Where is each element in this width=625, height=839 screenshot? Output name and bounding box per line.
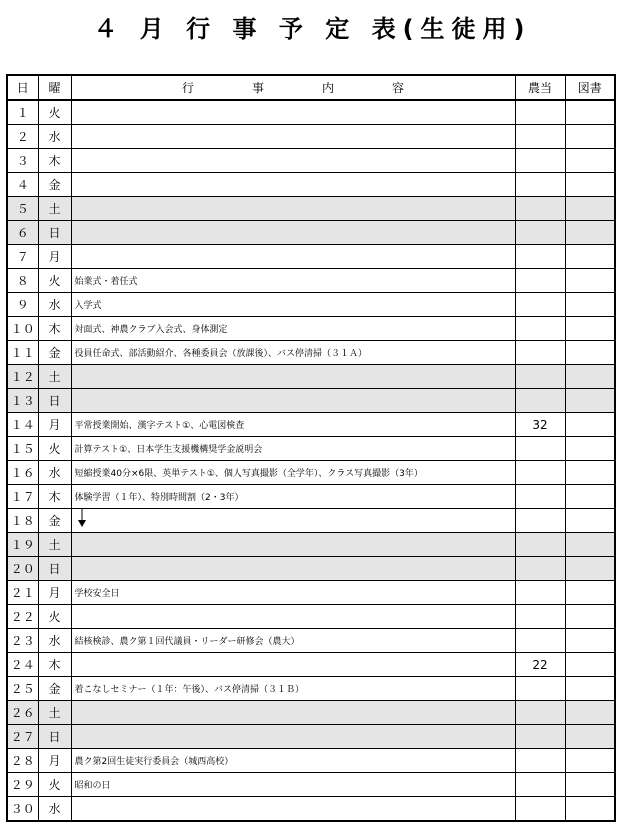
tosho-cell — [565, 533, 615, 557]
tosho-cell — [565, 509, 615, 533]
tosho-cell — [565, 173, 615, 197]
nou-cell — [515, 581, 565, 605]
day-cell: １０ — [7, 317, 38, 341]
table-row — [7, 365, 615, 389]
event-cell: 農ク第2回生徒実行委員会（城西高校） — [71, 749, 515, 773]
event-cell: 対面式、神農クラブ入会式、身体測定 — [71, 317, 515, 341]
tosho-cell — [565, 100, 615, 125]
nou-cell — [515, 197, 565, 221]
day-cell: ７ — [7, 245, 38, 269]
day-cell: ２２ — [7, 605, 38, 629]
tosho-cell — [565, 413, 615, 437]
event-cell — [71, 701, 515, 725]
table-row — [7, 173, 615, 197]
dow-cell: 火 — [38, 269, 71, 293]
nou-cell — [515, 485, 565, 509]
event-cell — [71, 533, 515, 557]
nou-cell — [515, 797, 565, 822]
continuation-arrow-icon — [78, 509, 86, 527]
nou-cell — [515, 125, 565, 149]
event-cell: 平常授業開始、漢字テスト①、心電図検査 — [71, 413, 515, 437]
tosho-cell — [565, 629, 615, 653]
table-row — [7, 581, 615, 605]
dow-cell: 月 — [38, 749, 71, 773]
dow-cell: 土 — [38, 533, 71, 557]
day-cell: １ — [7, 100, 38, 125]
page-title: ４ 月 行 事 予 定 表(生徒用) — [93, 15, 532, 43]
nou-cell — [515, 557, 565, 581]
day-cell: １１ — [7, 341, 38, 365]
tosho-cell — [565, 125, 615, 149]
dow-cell: 月 — [38, 413, 71, 437]
nou-cell — [515, 701, 565, 725]
day-cell: ２０ — [7, 557, 38, 581]
day-cell: ２３ — [7, 629, 38, 653]
schedule-body — [7, 100, 615, 821]
table-row — [7, 197, 615, 221]
day-cell: ９ — [7, 293, 38, 317]
dow-cell: 火 — [38, 437, 71, 461]
dow-cell: 火 — [38, 100, 71, 125]
dow-cell: 金 — [38, 677, 71, 701]
tosho-cell — [565, 437, 615, 461]
tosho-cell — [565, 221, 615, 245]
table-row — [7, 533, 615, 557]
table-row — [7, 245, 615, 269]
nou-cell — [515, 725, 565, 749]
tosho-cell — [565, 485, 615, 509]
table-row — [7, 269, 615, 293]
dow-cell: 水 — [38, 125, 71, 149]
table-row — [7, 413, 615, 437]
table-row — [7, 677, 615, 701]
event-cell: 短縮授業40分×6限、英単テスト①、個人写真撮影（全学年）、クラス写真撮影（3年） — [71, 461, 515, 485]
nou-cell — [515, 269, 565, 293]
tosho-cell — [565, 581, 615, 605]
tosho-cell — [565, 389, 615, 413]
event-cell — [71, 100, 515, 125]
table-row — [7, 437, 615, 461]
event-cell: 着こなしセミナー（１年：午後）、バス停清掃（３１Ｂ） — [71, 677, 515, 701]
event-cell: 学校安全日 — [71, 581, 515, 605]
tosho-cell — [565, 701, 615, 725]
day-cell: ２７ — [7, 725, 38, 749]
event-cell — [71, 797, 515, 822]
event-cell — [71, 173, 515, 197]
dow-cell: 金 — [38, 509, 71, 533]
nou-cell — [515, 629, 565, 653]
day-cell: ２９ — [7, 773, 38, 797]
table-row — [7, 557, 615, 581]
tosho-cell — [565, 149, 615, 173]
table-row — [7, 653, 615, 677]
tosho-cell — [565, 749, 615, 773]
day-cell: １３ — [7, 389, 38, 413]
event-cell — [71, 557, 515, 581]
event-cell — [71, 197, 515, 221]
tosho-cell — [565, 677, 615, 701]
day-cell: ８ — [7, 269, 38, 293]
dow-cell: 木 — [38, 485, 71, 509]
event-cell: 昭和の日 — [71, 773, 515, 797]
dow-cell: 金 — [38, 173, 71, 197]
tosho-cell — [565, 557, 615, 581]
tosho-cell — [565, 269, 615, 293]
header-tosho: 図書 — [565, 75, 615, 100]
nou-cell — [515, 605, 565, 629]
table-row — [7, 509, 615, 533]
nou-cell — [515, 509, 565, 533]
table-row — [7, 725, 615, 749]
nou-cell — [515, 365, 565, 389]
table-row — [7, 485, 615, 509]
dow-cell: 土 — [38, 197, 71, 221]
dow-cell: 水 — [38, 797, 71, 822]
table-row — [7, 797, 615, 822]
dow-cell: 土 — [38, 365, 71, 389]
nou-cell: 32 — [515, 413, 565, 437]
tosho-cell — [565, 293, 615, 317]
day-cell: ４ — [7, 173, 38, 197]
dow-cell: 日 — [38, 221, 71, 245]
event-cell: 体験学習（１年）、特別時間割（2・3年） — [71, 485, 515, 509]
event-cell — [71, 149, 515, 173]
nou-cell — [515, 221, 565, 245]
event-cell — [71, 221, 515, 245]
day-cell: ６ — [7, 221, 38, 245]
day-cell: ２６ — [7, 701, 38, 725]
nou-cell — [515, 245, 565, 269]
table-row — [7, 773, 615, 797]
dow-cell: 水 — [38, 293, 71, 317]
nou-cell — [515, 293, 565, 317]
dow-cell: 日 — [38, 725, 71, 749]
table-row — [7, 341, 615, 365]
table-row — [7, 389, 615, 413]
nou-cell — [515, 437, 565, 461]
event-cell — [71, 653, 515, 677]
tosho-cell — [565, 245, 615, 269]
dow-cell: 木 — [38, 317, 71, 341]
nou-cell — [515, 389, 565, 413]
dow-cell: 水 — [38, 629, 71, 653]
event-cell: 入学式 — [71, 293, 515, 317]
day-cell: １８ — [7, 509, 38, 533]
tosho-cell — [565, 725, 615, 749]
table-row — [7, 100, 615, 125]
header-nou: 農当 — [515, 75, 565, 100]
tosho-cell — [565, 461, 615, 485]
day-cell: １４ — [7, 413, 38, 437]
day-cell: ３ — [7, 149, 38, 173]
header-row — [7, 75, 615, 100]
dow-cell: 土 — [38, 701, 71, 725]
nou-cell — [515, 533, 565, 557]
day-cell: １５ — [7, 437, 38, 461]
table-row — [7, 125, 615, 149]
tosho-cell — [565, 605, 615, 629]
dow-cell: 木 — [38, 149, 71, 173]
header-event: 行事内容 — [71, 75, 515, 100]
event-cell — [71, 605, 515, 629]
event-cell: 始業式・着任式 — [71, 269, 515, 293]
tosho-cell — [565, 653, 615, 677]
table-row — [7, 461, 615, 485]
dow-cell: 日 — [38, 389, 71, 413]
day-cell: ３０ — [7, 797, 38, 822]
table-row — [7, 221, 615, 245]
day-cell: ２８ — [7, 749, 38, 773]
event-cell — [71, 509, 515, 533]
event-cell: 役員任命式、部活動紹介、各種委員会（放課後）、バス停清掃（３１Ａ） — [71, 341, 515, 365]
day-cell: １６ — [7, 461, 38, 485]
event-cell: 計算テスト①、日本学生支援機構奨学金説明会 — [71, 437, 515, 461]
dow-cell: 水 — [38, 461, 71, 485]
nou-cell — [515, 173, 565, 197]
event-cell — [71, 725, 515, 749]
tosho-cell — [565, 197, 615, 221]
dow-cell: 月 — [38, 245, 71, 269]
nou-cell — [515, 461, 565, 485]
dow-cell: 金 — [38, 341, 71, 365]
tosho-cell — [565, 317, 615, 341]
header-dow: 曜 — [38, 75, 71, 100]
nou-cell — [515, 677, 565, 701]
schedule-table — [6, 74, 616, 822]
nou-cell — [515, 749, 565, 773]
day-cell: １９ — [7, 533, 38, 557]
table-row — [7, 605, 615, 629]
day-cell: ５ — [7, 197, 38, 221]
dow-cell: 月 — [38, 581, 71, 605]
tosho-cell — [565, 341, 615, 365]
day-cell: １２ — [7, 365, 38, 389]
event-cell: 結核検診、農ク第１回代議員・リーダー研修会（農大） — [71, 629, 515, 653]
nou-cell — [515, 100, 565, 125]
tosho-cell — [565, 773, 615, 797]
table-row — [7, 149, 615, 173]
day-cell: ２５ — [7, 677, 38, 701]
nou-cell: 22 — [515, 653, 565, 677]
nou-cell — [515, 149, 565, 173]
table-row — [7, 701, 615, 725]
nou-cell — [515, 317, 565, 341]
table-row — [7, 629, 615, 653]
day-cell: １７ — [7, 485, 38, 509]
event-cell — [71, 389, 515, 413]
table-row — [7, 317, 615, 341]
tosho-cell — [565, 797, 615, 822]
day-cell: ２ — [7, 125, 38, 149]
event-cell — [71, 125, 515, 149]
day-cell: ２４ — [7, 653, 38, 677]
table-row — [7, 293, 615, 317]
tosho-cell — [565, 365, 615, 389]
dow-cell: 火 — [38, 773, 71, 797]
dow-cell: 火 — [38, 605, 71, 629]
day-cell: ２１ — [7, 581, 38, 605]
event-cell — [71, 365, 515, 389]
nou-cell — [515, 341, 565, 365]
nou-cell — [515, 773, 565, 797]
dow-cell: 日 — [38, 557, 71, 581]
dow-cell: 木 — [38, 653, 71, 677]
event-cell — [71, 245, 515, 269]
header-day: 日 — [7, 75, 38, 100]
table-row — [7, 749, 615, 773]
